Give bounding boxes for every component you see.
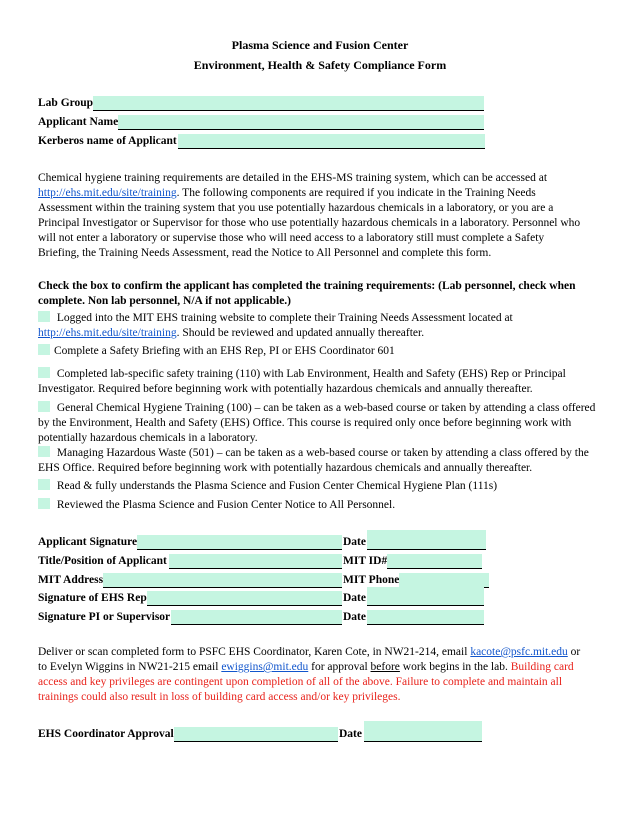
ehs-approval-label: EHS Coordinator Approval xyxy=(38,728,174,740)
pi-supervisor-label: Signature PI or Supervisor xyxy=(38,611,171,623)
ehs-rep-label: Signature of EHS Rep xyxy=(38,592,147,604)
applicant-signature-label: Applicant Signature xyxy=(38,536,138,548)
intro-paragraph xyxy=(38,171,586,261)
delivery-paragraph xyxy=(38,645,586,705)
checkbox[interactable] xyxy=(38,498,50,509)
checkbox[interactable] xyxy=(38,479,50,490)
checkbox[interactable] xyxy=(38,344,50,355)
checklist-instruction: Check the box to confirm the applicant has completed the training requirements: (Lab personnel, check when complete. Non lab personnel, N/A if not applicable.) xyxy=(38,280,576,307)
checklist-item xyxy=(38,401,598,446)
training-link[interactable]: http://ehs.mit.edu/site/training xyxy=(38,187,177,199)
checklist-item xyxy=(38,311,598,341)
checklist-item xyxy=(38,498,598,513)
checklist-item-text: Complete a Safety Briefing with an EHS Rep, PI or EHS Coordinator 601 xyxy=(54,345,395,357)
ehs-approval-field[interactable] xyxy=(174,727,338,742)
applicant-name-label: Applicant Name xyxy=(38,116,119,128)
approval-date-field[interactable] xyxy=(364,721,482,742)
checklist-item-text: Read & fully understands the Plasma Science and Fusion Center Chemical Hygiene Plan (111s) xyxy=(56,480,498,492)
checklist-item xyxy=(38,446,598,476)
title-position-label: Title/Position of Applicant xyxy=(38,555,167,567)
intro-text: Chemical hygiene training requirements are detailed in the EHS-MS training system, which can be accessed at xyxy=(38,172,548,184)
pi-supervisor-field[interactable] xyxy=(171,610,342,625)
mit-address-field[interactable] xyxy=(103,573,342,588)
org-title: Plasma Science and Fusion Center xyxy=(231,38,409,52)
applicant-signature-field[interactable] xyxy=(137,535,342,550)
delivery-text: Deliver or scan completed form to PSFC EHS Coordinator, Karen Cote, in NW21-214, email xyxy=(38,646,468,658)
form-title: Environment, Health & Safety Compliance Form xyxy=(193,58,447,72)
lab-group-label: Lab Group xyxy=(38,97,94,109)
date-label: Date xyxy=(343,592,366,604)
mit-phone-field[interactable] xyxy=(399,573,489,588)
date-label: Date xyxy=(343,536,366,548)
mit-phone-label: MIT Phone xyxy=(343,574,400,586)
lab-group-field[interactable] xyxy=(93,96,484,111)
kerberos-label: Kerberos name of Applicant xyxy=(38,135,177,147)
kerberos-field[interactable] xyxy=(178,134,485,149)
applicant-name-field[interactable] xyxy=(118,115,484,130)
ehs-rep-date-field[interactable] xyxy=(367,587,484,606)
checklist-item-text: Managing Hazardous Waste (501) – can be taken as a web-based course or taken by attending a class offered by the EHS Office. Required before beginning work with potentially hazardous chemicals and annually thereafter. xyxy=(38,447,589,474)
training-link-2[interactable]: http://ehs.mit.edu/site/training xyxy=(38,327,177,339)
email-link-kacote[interactable]: kacote@psfc.mit.edu xyxy=(470,646,568,658)
checklist-item-text-cont: . Should be reviewed and updated annually thereafter. xyxy=(176,327,425,339)
checklist-item xyxy=(38,344,598,359)
checkbox[interactable] xyxy=(38,446,50,457)
warning-text: Building card access and key privileges are contingent upon completion of all of the above. Failure to complete and maintain all trainings could also result in loss of building card access and/or key privileges. xyxy=(38,661,574,703)
email-link-ewiggins[interactable]: ewiggins@mit.edu xyxy=(221,661,309,673)
delivery-text: for approval xyxy=(311,661,368,673)
pi-date-field[interactable] xyxy=(367,610,484,625)
delivery-text: work begins in the lab. xyxy=(402,661,508,673)
mit-id-field[interactable] xyxy=(387,554,482,569)
checklist-item xyxy=(38,479,598,494)
checklist-item-text: Completed lab-specific safety training (110) with Lab Environment, Health and Safety (EHS) Rep or Principal Investigator. Required before beginning work with potentially hazardous chemicals and annually thereafter. xyxy=(38,368,566,395)
checklist-item xyxy=(38,367,598,397)
date-label: Date xyxy=(343,611,366,623)
checkbox[interactable] xyxy=(38,401,50,412)
delivery-text: or to Evelyn Wiggins in NW21-215 email xyxy=(38,646,581,673)
checklist-item-text: Reviewed the Plasma Science and Fusion Center Notice to All Personnel. xyxy=(56,499,396,511)
checkbox[interactable] xyxy=(38,311,50,322)
mit-id-label: MIT ID# xyxy=(343,555,388,567)
ehs-rep-field[interactable] xyxy=(147,591,342,606)
mit-address-label: MIT Address xyxy=(38,574,104,586)
applicant-date-field[interactable] xyxy=(367,530,486,550)
approval-date-label: Date xyxy=(339,728,362,740)
checklist-item-text: General Chemical Hygiene Training (100) – can be taken as a web-based course or taken by attending a class offered by the Environment, Health and Safety (EHS) Office. This course is required only once before beginning work with potentially hazardous chemicals in a laboratory. xyxy=(38,402,596,444)
before-emphasis: before xyxy=(370,661,400,673)
checklist-item-text: Logged into the MIT EHS training website to complete their Training Needs Assessment located at xyxy=(56,312,513,324)
checkbox[interactable] xyxy=(38,367,50,378)
title-position-field[interactable] xyxy=(169,554,342,569)
intro-text-cont: . The following components are required if you indicate in the Training Needs Assessment within the training system that you use potentially hazardous chemicals in a laboratory, or you are a Principal Investigator or Supervisor for those who use potentially hazardous chemicals in a laboratory. Personnel who will not enter a laboratory or supervise those who will need access to a laboratory still must complete a Safety Briefing, the Training Needs Assessment, read the Notice to All Personnel and complete this form. xyxy=(38,187,581,259)
